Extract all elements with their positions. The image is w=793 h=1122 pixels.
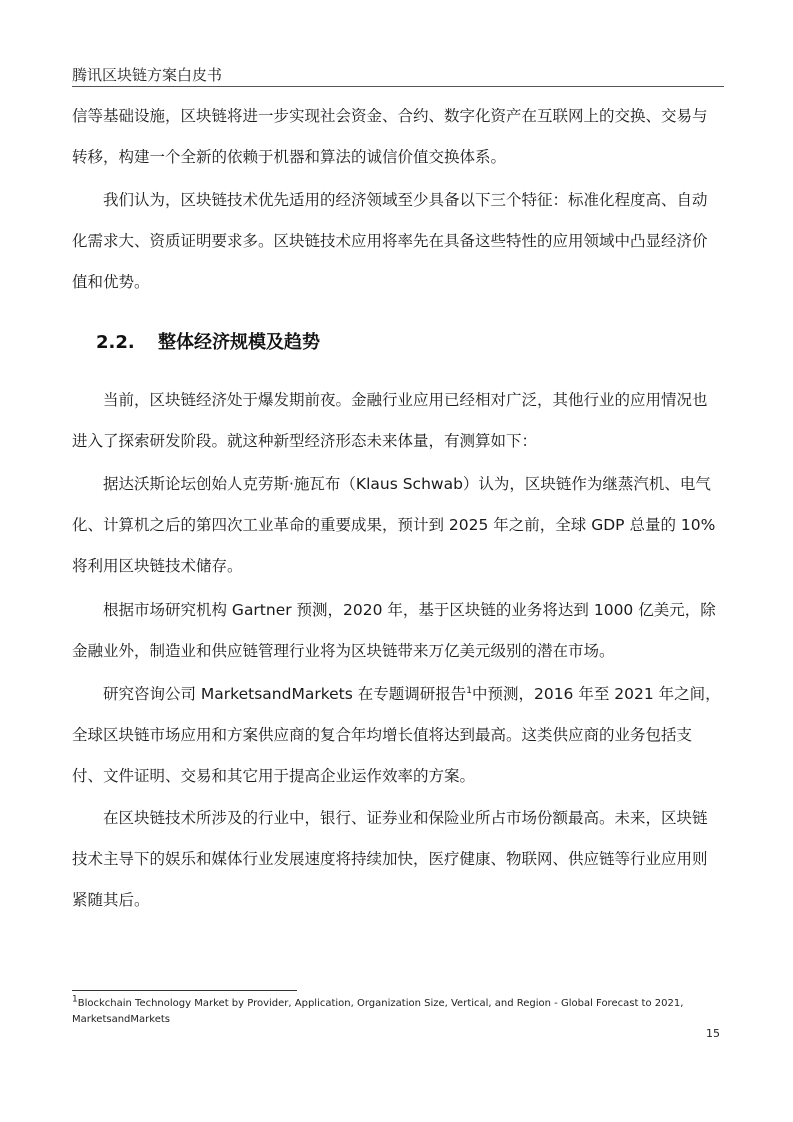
section-heading xyxy=(96,328,320,354)
page-number: 15 xyxy=(706,1027,720,1040)
paragraph-4-line-2: 化、计算机之后的第四次工业革命的重要成果，预计到 2025 年之前，全球 GDP 总量的 10% xyxy=(72,516,716,534)
paragraph-1-line-2: 转移，构建一个全新的依赖于机器和算法的诚信价值交换体系。 xyxy=(72,148,507,166)
paragraph-6 xyxy=(72,674,724,797)
paragraph-5 xyxy=(72,590,724,672)
footnote-marker: 1 xyxy=(72,994,78,1005)
paragraph-5-line-1: 根据市场研究机构 Gartner 预测，2020 年，基于区块链的业务将达到 1000 亿美元，除 xyxy=(103,601,716,619)
paragraph-2-line-2: 化需求大、资质证明要求多。区块链技术应用将率先在具备这些特性的应用领域中凸显经济价 xyxy=(72,232,708,250)
paragraph-6-line-1-start: 研究咨询公司 MarketsandMarkets 在专题调研报告 xyxy=(103,685,467,703)
paragraph-6-line-3: 付、文件证明、交易和其它用于提高企业运作效率的方案。 xyxy=(72,767,476,785)
paragraph-7-line-1: 在区块链技术所涉及的行业中，银行、证券业和保险业所占市场份额最高。未来，区块链 xyxy=(103,809,708,827)
paragraph-2 xyxy=(72,180,724,303)
paragraph-2-line-1: 我们认为，区块链技术优先适用的经济领域至少具备以下三个特征：标准化程度高、自动 xyxy=(103,191,708,209)
paragraph-5-line-2: 金融业外，制造业和供应链管理行业将为区块链带来万亿美元级别的潜在市场。 xyxy=(72,642,615,660)
footnote-reference: 1 xyxy=(466,685,472,696)
footnote-rule xyxy=(72,990,297,991)
paragraph-7-line-2: 技术主导下的娱乐和媒体行业发展速度将持续加快，医疗健康、物联网、供应链等行业应用则 xyxy=(72,850,708,868)
paragraph-4-line-1: 据达沃斯论坛创始人克劳斯·施瓦布（Klaus Schwab）认为，区块链作为继蒸汽机、电气 xyxy=(103,475,711,493)
footnote-text: Blockchain Technology Market by Provider, Application, Organization Size, Vertical, and Region - Global Forecast to 2021, MarketsandMarkets xyxy=(72,998,684,1025)
paragraph-7 xyxy=(72,798,724,921)
paragraph-3 xyxy=(72,380,724,462)
paragraph-6-line-1-end: 中预测，2016 年至 2021 年之间， xyxy=(471,685,721,703)
paragraph-7-line-3: 紧随其后。 xyxy=(72,891,150,909)
paragraph-6-line-1 xyxy=(72,674,724,715)
footnote xyxy=(72,996,724,1028)
paragraph-1 xyxy=(72,96,724,178)
paragraph-4 xyxy=(72,464,724,587)
section-number: 2.2. xyxy=(96,332,135,353)
paragraph-2-line-3: 值和优势。 xyxy=(72,273,150,291)
paragraph-1-line-1: 信等基础设施，区块链将进一步实现社会资金、合约、数字化资产在互联网上的交换、交易与 xyxy=(72,107,708,125)
header-rule xyxy=(72,86,724,87)
section-title: 整体经济规模及趋势 xyxy=(158,332,320,353)
page-header-title: 腾讯区块链方案白皮书 xyxy=(72,66,223,84)
paragraph-3-line-2: 进入了探索研发阶段。就这种新型经济形态未来体量，有测算如下： xyxy=(72,432,538,450)
paragraph-3-line-1: 当前，区块链经济处于爆发期前夜。金融行业应用已经相对广泛，其他行业的应用情况也 xyxy=(103,391,708,409)
paragraph-6-line-2: 全球区块链市场应用和方案供应商的复合年均增长值将达到最高。这类供应商的业务包括支 xyxy=(72,726,693,744)
paragraph-4-line-3: 将利用区块链技术储存。 xyxy=(72,557,243,575)
